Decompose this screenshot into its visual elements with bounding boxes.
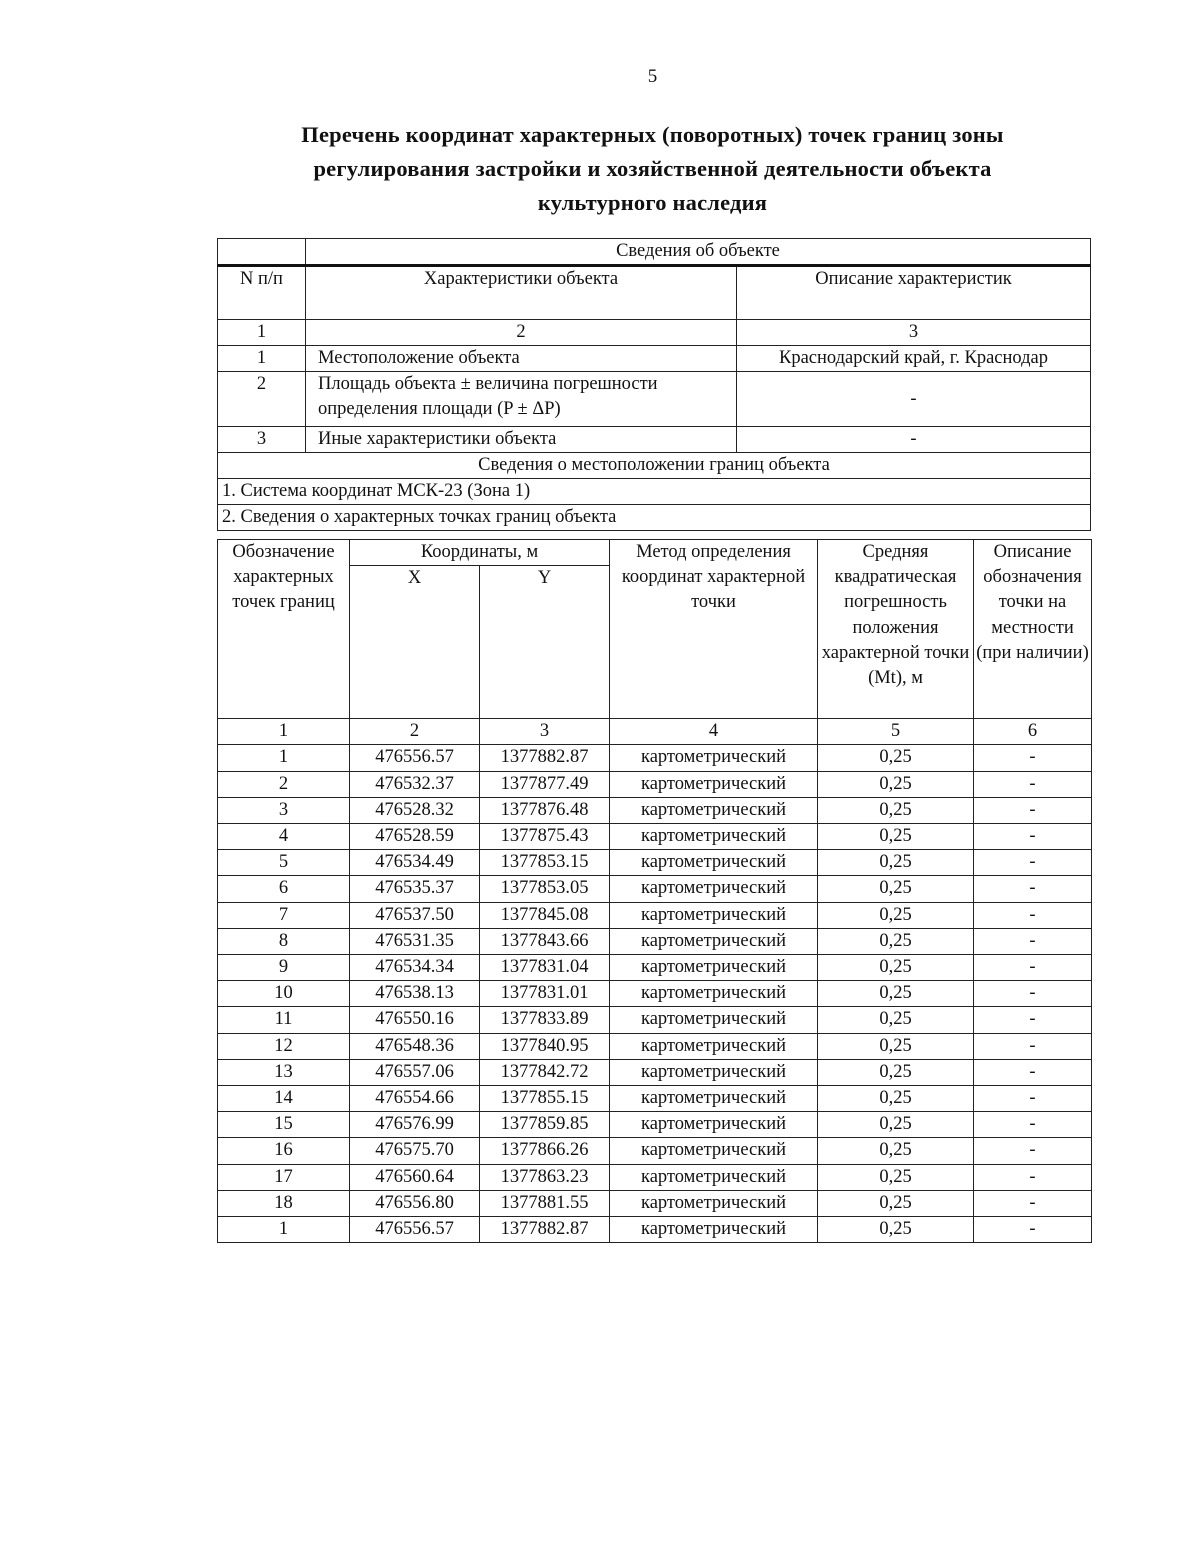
point-y: 1377875.43 <box>480 824 610 850</box>
point-mt: 0,25 <box>818 955 974 981</box>
points-body <box>218 745 1092 1243</box>
table-row <box>218 1190 1092 1216</box>
point-mt: 0,25 <box>818 1217 974 1243</box>
point-y: 1377853.05 <box>480 876 610 902</box>
characteristic-name: Местоположение объекта <box>306 346 737 372</box>
point-description: - <box>974 1112 1092 1138</box>
point-y: 1377882.87 <box>480 745 610 771</box>
point-x: 476534.34 <box>350 955 480 981</box>
point-method: картометрический <box>610 1190 818 1216</box>
column-number: 3 <box>480 719 610 745</box>
column-number: 4 <box>610 719 818 745</box>
column-header-y: Y <box>480 566 610 719</box>
point-description: - <box>974 876 1092 902</box>
info-row <box>218 372 1091 427</box>
point-id: 1 <box>218 1217 350 1243</box>
point-id: 10 <box>218 981 350 1007</box>
point-method: картометрический <box>610 955 818 981</box>
point-description: - <box>974 1086 1092 1112</box>
point-x: 476528.59 <box>350 824 480 850</box>
point-y: 1377833.89 <box>480 1007 610 1033</box>
point-method: картометрический <box>610 1112 818 1138</box>
points-info-header: 2. Сведения о характерных точках границ объекта <box>218 505 1091 531</box>
row-number: 3 <box>218 427 306 453</box>
column-number: 3 <box>737 320 1091 346</box>
point-description: - <box>974 1033 1092 1059</box>
point-id: 4 <box>218 824 350 850</box>
point-x: 476576.99 <box>350 1112 480 1138</box>
point-id: 17 <box>218 1164 350 1190</box>
point-id: 15 <box>218 1112 350 1138</box>
point-id: 18 <box>218 1190 350 1216</box>
title-line: Перечень координат характерных (поворотных) точек границ зоны <box>301 122 1004 147</box>
column-header-x: X <box>350 566 480 719</box>
section-header: Сведения об объекте <box>306 239 1091 266</box>
point-x: 476556.57 <box>350 1217 480 1243</box>
title-line: культурного наследия <box>537 190 768 215</box>
point-description: - <box>974 902 1092 928</box>
point-y: 1377882.87 <box>480 1217 610 1243</box>
point-method: картометрический <box>610 1007 818 1033</box>
table-row <box>218 1033 1092 1059</box>
point-method: картометрический <box>610 1138 818 1164</box>
point-y: 1377859.85 <box>480 1112 610 1138</box>
point-description: - <box>974 1007 1092 1033</box>
characteristic-value: - <box>737 427 1091 453</box>
column-header-error: Средняя квадратическая погрешность положения характерной точки (Mt), м <box>818 540 974 719</box>
title-line: регулирования застройки и хозяйственной деятельности объекта <box>313 156 992 181</box>
point-mt: 0,25 <box>818 902 974 928</box>
point-mt: 0,25 <box>818 771 974 797</box>
table-row <box>218 1059 1092 1085</box>
table-row <box>218 1007 1092 1033</box>
point-method: картометрический <box>610 1059 818 1085</box>
point-method: картометрический <box>610 771 818 797</box>
point-x: 476548.36 <box>350 1033 480 1059</box>
point-x: 476560.64 <box>350 1164 480 1190</box>
column-header-method: Метод определения координат характерной точки <box>610 540 818 719</box>
point-x: 476556.80 <box>350 1190 480 1216</box>
point-y: 1377876.48 <box>480 797 610 823</box>
point-mt: 0,25 <box>818 981 974 1007</box>
object-info-table <box>217 238 1091 531</box>
row-number: 2 <box>218 372 306 427</box>
characteristic-name: Площадь объекта ± величина погрешности определения площади (P ± ΔP) <box>306 372 737 427</box>
point-description: - <box>974 981 1092 1007</box>
point-id: 6 <box>218 876 350 902</box>
point-method: картометрический <box>610 902 818 928</box>
point-id: 1 <box>218 745 350 771</box>
point-description: - <box>974 1059 1092 1085</box>
table-row <box>218 902 1092 928</box>
point-x: 476550.16 <box>350 1007 480 1033</box>
point-id: 16 <box>218 1138 350 1164</box>
point-id: 9 <box>218 955 350 981</box>
point-x: 476557.06 <box>350 1059 480 1085</box>
point-y: 1377842.72 <box>480 1059 610 1085</box>
table-row <box>218 797 1092 823</box>
point-y: 1377845.08 <box>480 902 610 928</box>
characteristic-name: Иные характеристики объекта <box>306 427 737 453</box>
point-x: 476575.70 <box>350 1138 480 1164</box>
point-x: 476528.32 <box>350 797 480 823</box>
point-description: - <box>974 1164 1092 1190</box>
point-mt: 0,25 <box>818 745 974 771</box>
point-description: - <box>974 824 1092 850</box>
point-method: картометрический <box>610 850 818 876</box>
point-mt: 0,25 <box>818 850 974 876</box>
column-header-n: N п/п <box>218 266 306 320</box>
table-row <box>218 928 1092 954</box>
point-id: 12 <box>218 1033 350 1059</box>
column-number: 5 <box>818 719 974 745</box>
point-method: картометрический <box>610 824 818 850</box>
point-description: - <box>974 745 1092 771</box>
document-title <box>230 118 1075 220</box>
point-mt: 0,25 <box>818 1007 974 1033</box>
table-row <box>218 771 1092 797</box>
point-description: - <box>974 797 1092 823</box>
point-y: 1377853.15 <box>480 850 610 876</box>
point-y: 1377840.95 <box>480 1033 610 1059</box>
column-header-description: Описание характеристик <box>737 266 1091 320</box>
point-mt: 0,25 <box>818 824 974 850</box>
column-number: 2 <box>306 320 737 346</box>
info-row <box>218 427 1091 453</box>
point-method: картометрический <box>610 928 818 954</box>
point-mt: 0,25 <box>818 1190 974 1216</box>
column-number: 2 <box>350 719 480 745</box>
column-header-point-description: Описание обозначения точки на местности (при наличии) <box>974 540 1092 719</box>
point-x: 476534.49 <box>350 850 480 876</box>
column-header-characteristics: Характеристики объекта <box>306 266 737 320</box>
point-method: картометрический <box>610 1217 818 1243</box>
point-id: 3 <box>218 797 350 823</box>
point-id: 13 <box>218 1059 350 1085</box>
table-row <box>218 850 1092 876</box>
point-description: - <box>974 1138 1092 1164</box>
point-id: 5 <box>218 850 350 876</box>
point-description: - <box>974 771 1092 797</box>
point-y: 1377831.01 <box>480 981 610 1007</box>
characteristic-value: - <box>737 372 1091 427</box>
point-x: 476537.50 <box>350 902 480 928</box>
point-x: 476535.37 <box>350 876 480 902</box>
point-id: 11 <box>218 1007 350 1033</box>
coordinate-system: 1. Система координат МСК-23 (Зона 1) <box>218 479 1091 505</box>
point-x: 476531.35 <box>350 928 480 954</box>
point-description: - <box>974 928 1092 954</box>
point-y: 1377843.66 <box>480 928 610 954</box>
column-header-coordinates: Координаты, м <box>350 540 610 566</box>
point-mt: 0,25 <box>818 876 974 902</box>
column-header-designation: Обозначение характерных точек границ <box>218 540 350 719</box>
point-id: 7 <box>218 902 350 928</box>
point-y: 1377866.26 <box>480 1138 610 1164</box>
point-mt: 0,25 <box>818 797 974 823</box>
point-mt: 0,25 <box>818 1086 974 1112</box>
point-method: картометрический <box>610 1033 818 1059</box>
characteristic-value: Краснодарский край, г. Краснодар <box>737 346 1091 372</box>
point-x: 476554.66 <box>350 1086 480 1112</box>
table-row <box>218 981 1092 1007</box>
table-row <box>218 1138 1092 1164</box>
point-method: картометрический <box>610 981 818 1007</box>
table-row <box>218 1112 1092 1138</box>
point-y: 1377881.55 <box>480 1190 610 1216</box>
column-number: 1 <box>218 719 350 745</box>
point-method: картометрический <box>610 745 818 771</box>
table-row <box>218 1217 1092 1243</box>
point-description: - <box>974 1190 1092 1216</box>
point-mt: 0,25 <box>818 1112 974 1138</box>
table-row <box>218 1164 1092 1190</box>
column-number: 1 <box>218 320 306 346</box>
point-x: 476556.57 <box>350 745 480 771</box>
point-method: картометрический <box>610 1086 818 1112</box>
point-method: картометрический <box>610 797 818 823</box>
table-row <box>218 1086 1092 1112</box>
point-id: 2 <box>218 771 350 797</box>
point-x: 476538.13 <box>350 981 480 1007</box>
table-row <box>218 745 1092 771</box>
point-id: 8 <box>218 928 350 954</box>
location-section-header: Сведения о местоположении границ объекта <box>218 453 1091 479</box>
point-mt: 0,25 <box>818 1059 974 1085</box>
point-method: картометрический <box>610 1164 818 1190</box>
point-mt: 0,25 <box>818 928 974 954</box>
point-mt: 0,25 <box>818 1138 974 1164</box>
point-mt: 0,25 <box>818 1033 974 1059</box>
row-number: 1 <box>218 346 306 372</box>
point-y: 1377855.15 <box>480 1086 610 1112</box>
boundary-points-table <box>217 539 1092 1243</box>
empty-cell <box>218 239 306 266</box>
point-id: 14 <box>218 1086 350 1112</box>
table-row <box>218 824 1092 850</box>
point-mt: 0,25 <box>818 1164 974 1190</box>
point-y: 1377831.04 <box>480 955 610 981</box>
point-method: картометрический <box>610 876 818 902</box>
point-y: 1377863.23 <box>480 1164 610 1190</box>
info-row <box>218 346 1091 372</box>
point-description: - <box>974 850 1092 876</box>
table-row <box>218 955 1092 981</box>
point-description: - <box>974 955 1092 981</box>
table-row <box>218 876 1092 902</box>
point-x: 476532.37 <box>350 771 480 797</box>
column-number: 6 <box>974 719 1092 745</box>
point-description: - <box>974 1217 1092 1243</box>
page-number: 5 <box>647 66 658 87</box>
point-y: 1377877.49 <box>480 771 610 797</box>
